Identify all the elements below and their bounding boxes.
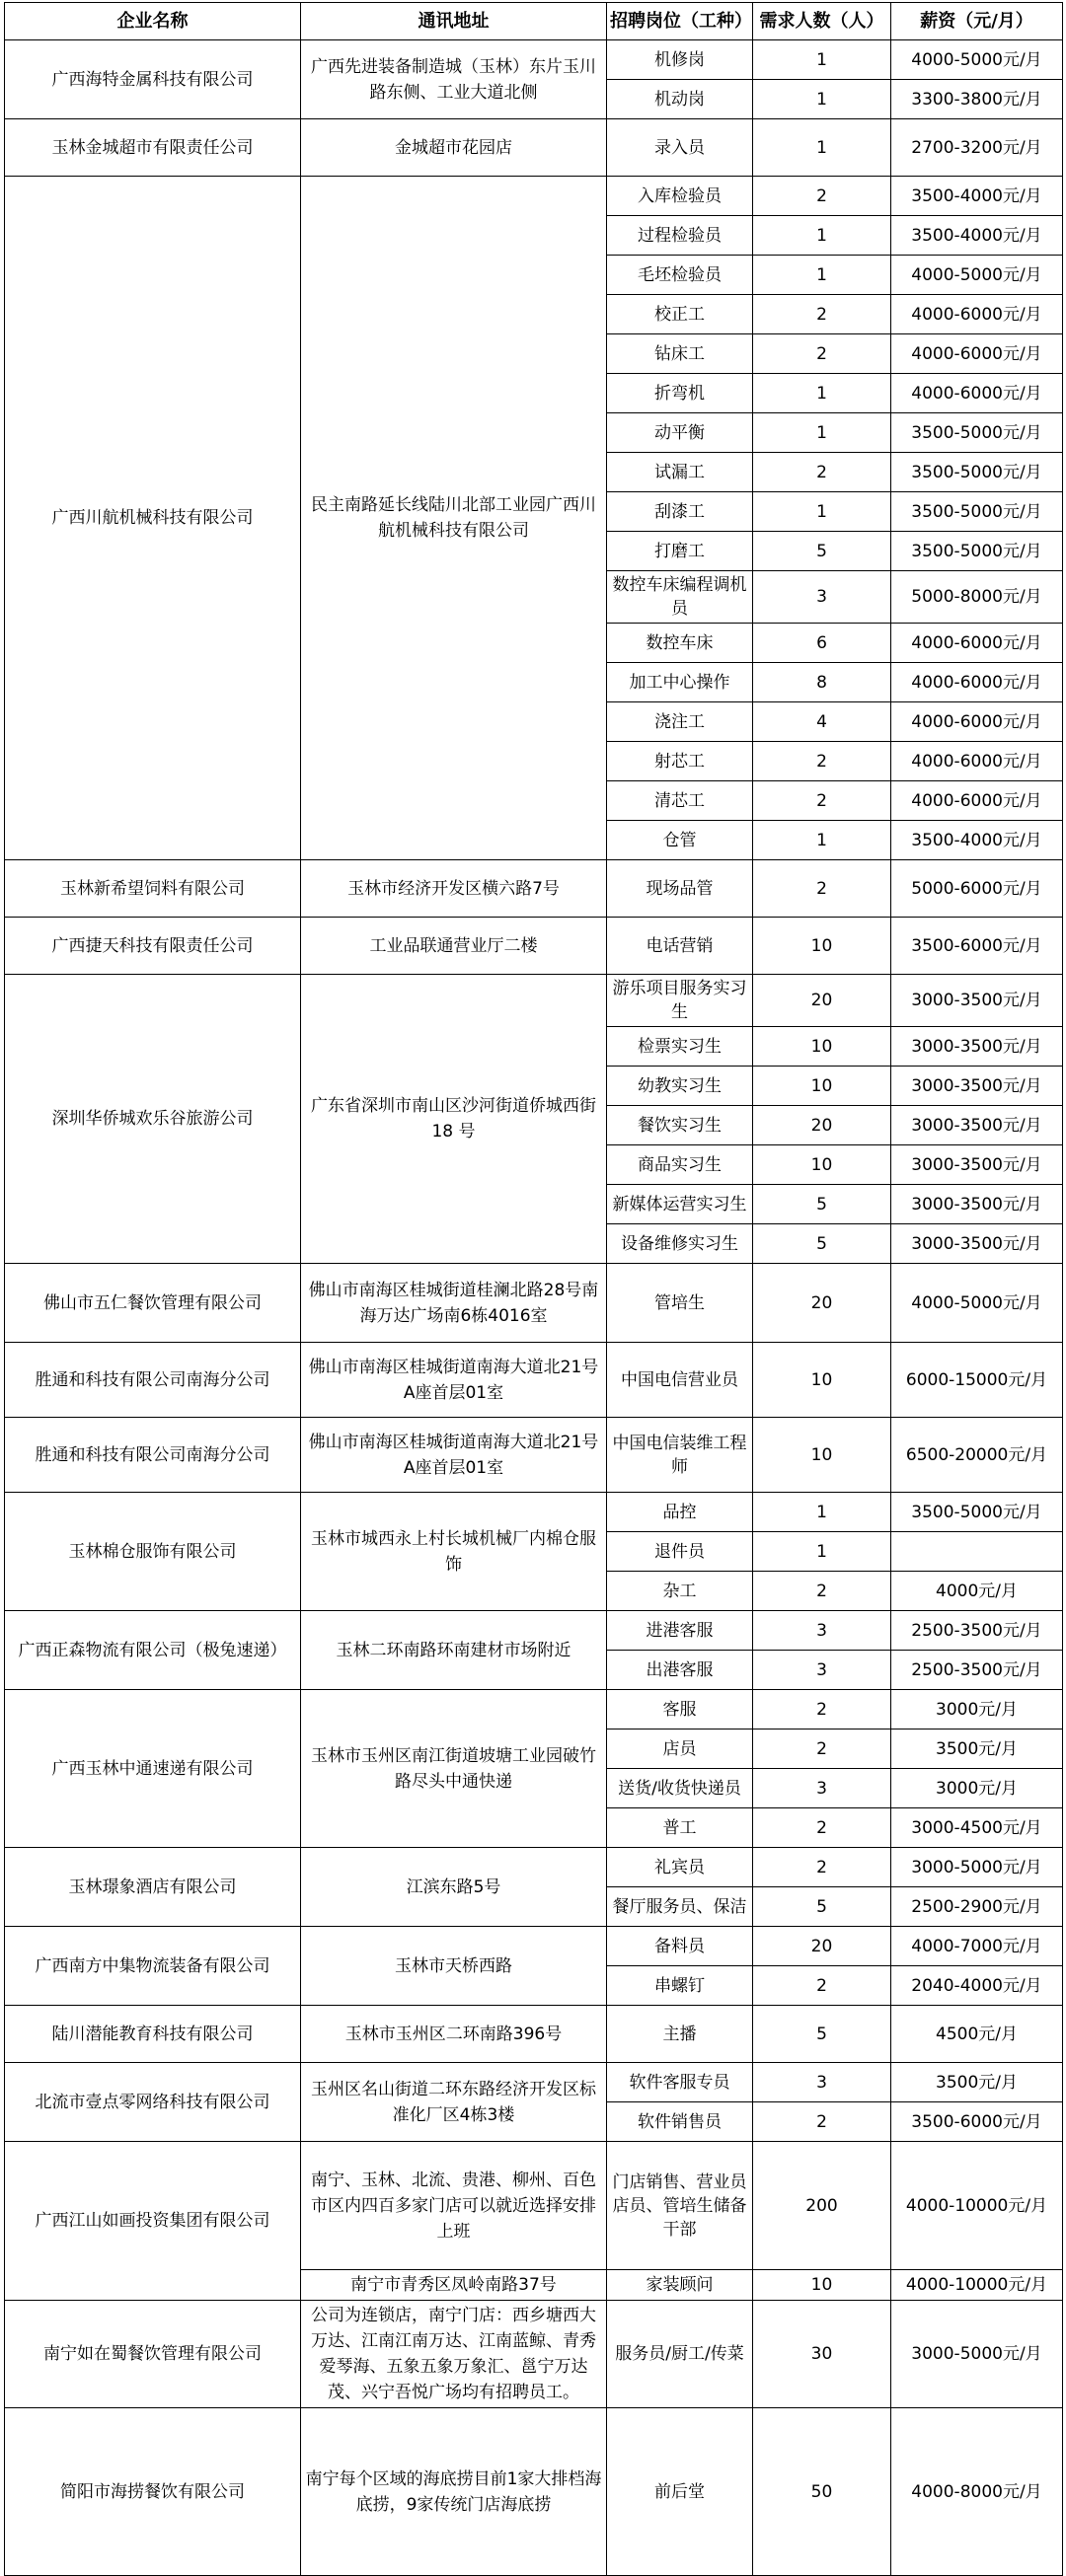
job-salary: 3000-3500元/月 bbox=[891, 1067, 1063, 1106]
job-count: 1 bbox=[753, 413, 891, 453]
job-post: 动平衡 bbox=[607, 413, 753, 453]
job-count: 5 bbox=[753, 1887, 891, 1927]
company-address: 广西先进装备制造城（玉林）东片玉川路东侧、工业大道北侧 bbox=[301, 40, 607, 119]
company-address: 南宁、玉林、北流、贵港、柳州、百色市区内四百多家门店可以就近选择安排上班 bbox=[301, 2142, 607, 2270]
job-salary: 3000-3500元/月 bbox=[891, 1027, 1063, 1067]
job-post: 机修岗 bbox=[607, 40, 753, 80]
job-count: 20 bbox=[753, 1927, 891, 1966]
table-row bbox=[5, 2006, 1063, 2063]
company-address: 金城超市花园店 bbox=[301, 119, 607, 177]
job-post: 备料员 bbox=[607, 1927, 753, 1966]
job-post: 清芯工 bbox=[607, 781, 753, 821]
job-count: 200 bbox=[753, 2142, 891, 2270]
company-name: 深圳华侨城欢乐谷旅游公司 bbox=[5, 975, 301, 1264]
job-post: 商品实习生 bbox=[607, 1145, 753, 1185]
header-company: 企业名称 bbox=[5, 3, 301, 40]
job-salary: 4000-5000元/月 bbox=[891, 1264, 1063, 1343]
job-count: 2 bbox=[753, 1572, 891, 1611]
header-post: 招聘岗位（工种） bbox=[607, 3, 753, 40]
job-post: 主播 bbox=[607, 2006, 753, 2063]
job-post: 门店销售、营业员店员、管培生储备干部 bbox=[607, 2142, 753, 2270]
job-salary: 4000-6000元/月 bbox=[891, 624, 1063, 663]
company-address: 广东省深圳市南山区沙河街道侨城西街 18 号 bbox=[301, 975, 607, 1264]
job-post: 软件客服专员 bbox=[607, 2063, 753, 2102]
job-count: 2 bbox=[753, 781, 891, 821]
job-salary: 4000-5000元/月 bbox=[891, 40, 1063, 80]
job-salary: 4000-6000元/月 bbox=[891, 374, 1063, 413]
job-count: 1 bbox=[753, 821, 891, 860]
recruitment-table-container bbox=[4, 2, 1062, 2576]
job-post: 店员 bbox=[607, 1730, 753, 1769]
job-salary: 3000-4500元/月 bbox=[891, 1808, 1063, 1848]
job-count: 5 bbox=[753, 532, 891, 571]
job-count: 10 bbox=[753, 1067, 891, 1106]
job-post: 过程检验员 bbox=[607, 216, 753, 256]
job-post: 幼教实习生 bbox=[607, 1067, 753, 1106]
company-address: 玉林市玉州区南江街道坡塘工业园破竹路尽头中通快递 bbox=[301, 1690, 607, 1848]
job-count: 2 bbox=[753, 177, 891, 216]
job-count: 2 bbox=[753, 334, 891, 374]
job-salary: 4000元/月 bbox=[891, 1572, 1063, 1611]
job-count: 8 bbox=[753, 663, 891, 702]
table-row bbox=[5, 1418, 1063, 1493]
table-row bbox=[5, 40, 1063, 80]
job-salary: 3500元/月 bbox=[891, 1730, 1063, 1769]
job-post: 新媒体运营实习生 bbox=[607, 1185, 753, 1224]
job-post: 客服 bbox=[607, 1690, 753, 1730]
job-salary: 5000-6000元/月 bbox=[891, 860, 1063, 918]
job-post: 机动岗 bbox=[607, 80, 753, 119]
table-header-row bbox=[5, 3, 1063, 40]
job-salary: 4000-7000元/月 bbox=[891, 1927, 1063, 1966]
job-post: 校正工 bbox=[607, 295, 753, 334]
company-name: 广西正森物流有限公司（极兔速递） bbox=[5, 1611, 301, 1690]
job-salary: 4500元/月 bbox=[891, 2006, 1063, 2063]
job-post: 打磨工 bbox=[607, 532, 753, 571]
job-count: 3 bbox=[753, 571, 891, 624]
job-count: 2 bbox=[753, 1690, 891, 1730]
company-address: 佛山市南海区桂城街道南海大道北21号A座首层01室 bbox=[301, 1343, 607, 1418]
job-count: 20 bbox=[753, 1106, 891, 1145]
job-count: 50 bbox=[753, 2408, 891, 2576]
company-name: 玉林棉仓服饰有限公司 bbox=[5, 1493, 301, 1611]
company-name: 广西捷天科技有限责任公司 bbox=[5, 918, 301, 975]
job-salary: 3500-4000元/月 bbox=[891, 216, 1063, 256]
job-count: 2 bbox=[753, 1966, 891, 2006]
company-address: 玉林市玉州区二环南路396号 bbox=[301, 2006, 607, 2063]
job-count: 3 bbox=[753, 1651, 891, 1690]
company-address: 南宁每个区域的海底捞目前1家大排档海底捞，9家传统门店海底捞 bbox=[301, 2408, 607, 2576]
company-name: 广西川航机械科技有限公司 bbox=[5, 177, 301, 860]
table-row bbox=[5, 1493, 1063, 1532]
company-name: 玉林璟象酒店有限公司 bbox=[5, 1848, 301, 1927]
job-salary: 2500-3500元/月 bbox=[891, 1611, 1063, 1651]
job-post: 软件销售员 bbox=[607, 2102, 753, 2142]
job-count: 6 bbox=[753, 624, 891, 663]
job-salary: 4000-5000元/月 bbox=[891, 256, 1063, 295]
company-address: 玉林市城西永上村长城机械厂内棉仓服饰 bbox=[301, 1493, 607, 1611]
job-count: 10 bbox=[753, 918, 891, 975]
job-count: 10 bbox=[753, 2270, 891, 2301]
table-row bbox=[5, 1848, 1063, 1887]
company-name: 南宁如在蜀餐饮管理有限公司 bbox=[5, 2301, 301, 2408]
job-count: 30 bbox=[753, 2301, 891, 2408]
job-count: 10 bbox=[753, 1027, 891, 1067]
company-address: 玉州区名山街道二环东路经济开发区标准化厂区4栋3楼 bbox=[301, 2063, 607, 2142]
job-post: 礼宾员 bbox=[607, 1848, 753, 1887]
job-count: 2 bbox=[753, 860, 891, 918]
header-address: 通讯地址 bbox=[301, 3, 607, 40]
job-post: 刮漆工 bbox=[607, 492, 753, 532]
job-salary: 2700-3200元/月 bbox=[891, 119, 1063, 177]
table-body bbox=[5, 40, 1063, 2576]
job-post: 设备维修实习生 bbox=[607, 1224, 753, 1264]
job-salary: 5000-8000元/月 bbox=[891, 571, 1063, 624]
company-address: 南宁市青秀区凤岭南路37号 bbox=[301, 2270, 607, 2301]
table-row bbox=[5, 1264, 1063, 1343]
company-name: 玉林新希望饲料有限公司 bbox=[5, 860, 301, 918]
table-row bbox=[5, 119, 1063, 177]
job-salary: 3500-5000元/月 bbox=[891, 413, 1063, 453]
job-salary: 3500-6000元/月 bbox=[891, 918, 1063, 975]
table-row bbox=[5, 2301, 1063, 2408]
job-salary: 4000-6000元/月 bbox=[891, 295, 1063, 334]
job-salary: 3500-4000元/月 bbox=[891, 177, 1063, 216]
job-post: 游乐项目服务实习生 bbox=[607, 975, 753, 1027]
job-post: 现场品管 bbox=[607, 860, 753, 918]
job-post: 普工 bbox=[607, 1808, 753, 1848]
job-salary: 4000-6000元/月 bbox=[891, 781, 1063, 821]
job-post: 毛坯检验员 bbox=[607, 256, 753, 295]
company-address: 佛山市南海区桂城街道南海大道北21号A座首层01室 bbox=[301, 1418, 607, 1493]
job-salary: 3000-3500元/月 bbox=[891, 1145, 1063, 1185]
table-row bbox=[5, 2142, 1063, 2270]
job-salary: 6000-15000元/月 bbox=[891, 1343, 1063, 1418]
job-salary: 3500-6000元/月 bbox=[891, 2102, 1063, 2142]
job-salary: 3000元/月 bbox=[891, 1690, 1063, 1730]
job-count: 1 bbox=[753, 492, 891, 532]
job-salary: 3500-5000元/月 bbox=[891, 453, 1063, 492]
job-count: 1 bbox=[753, 80, 891, 119]
job-post: 中国电信装维工程师 bbox=[607, 1418, 753, 1493]
job-post: 入库检验员 bbox=[607, 177, 753, 216]
job-post: 家装顾问 bbox=[607, 2270, 753, 2301]
job-salary: 3500-5000元/月 bbox=[891, 492, 1063, 532]
job-post: 中国电信营业员 bbox=[607, 1343, 753, 1418]
job-post: 服务员/厨工/传菜 bbox=[607, 2301, 753, 2408]
job-count: 10 bbox=[753, 1343, 891, 1418]
table-row bbox=[5, 1611, 1063, 1651]
job-count: 1 bbox=[753, 40, 891, 80]
job-post: 数控车床 bbox=[607, 624, 753, 663]
company-name: 胜通和科技有限公司南海分公司 bbox=[5, 1418, 301, 1493]
job-salary: 4000-6000元/月 bbox=[891, 334, 1063, 374]
job-salary: 2040-4000元/月 bbox=[891, 1966, 1063, 2006]
company-name: 广西海特金属科技有限公司 bbox=[5, 40, 301, 119]
company-address: 工业品联通营业厅二楼 bbox=[301, 918, 607, 975]
job-post: 折弯机 bbox=[607, 374, 753, 413]
job-post: 检票实习生 bbox=[607, 1027, 753, 1067]
job-post: 餐饮实习生 bbox=[607, 1106, 753, 1145]
header-salary: 薪资（元/月） bbox=[891, 3, 1063, 40]
job-count: 2 bbox=[753, 453, 891, 492]
job-salary: 4000-6000元/月 bbox=[891, 702, 1063, 742]
job-salary bbox=[891, 1532, 1063, 1572]
job-post: 前后堂 bbox=[607, 2408, 753, 2576]
job-count: 1 bbox=[753, 1493, 891, 1532]
company-name: 陆川潜能教育科技有限公司 bbox=[5, 2006, 301, 2063]
job-post: 管培生 bbox=[607, 1264, 753, 1343]
job-post: 品控 bbox=[607, 1493, 753, 1532]
header-count: 需求人数（人） bbox=[753, 3, 891, 40]
job-post: 录入员 bbox=[607, 119, 753, 177]
job-count: 5 bbox=[753, 2006, 891, 2063]
job-count: 2 bbox=[753, 295, 891, 334]
job-count: 5 bbox=[753, 1224, 891, 1264]
job-count: 20 bbox=[753, 975, 891, 1027]
job-post: 数控车床编程调机员 bbox=[607, 571, 753, 624]
job-salary: 3500元/月 bbox=[891, 2063, 1063, 2102]
job-post: 杂工 bbox=[607, 1572, 753, 1611]
job-salary: 2500-3500元/月 bbox=[891, 1651, 1063, 1690]
job-salary: 4000-10000元/月 bbox=[891, 2270, 1063, 2301]
job-salary: 3000-3500元/月 bbox=[891, 1224, 1063, 1264]
job-count: 5 bbox=[753, 1185, 891, 1224]
company-name: 广西江山如画投资集团有限公司 bbox=[5, 2142, 301, 2301]
table-row bbox=[5, 2063, 1063, 2102]
job-count: 2 bbox=[753, 1848, 891, 1887]
job-count: 1 bbox=[753, 1532, 891, 1572]
job-count: 2 bbox=[753, 1808, 891, 1848]
table-row bbox=[5, 975, 1063, 1027]
table-row bbox=[5, 177, 1063, 216]
company-address: 玉林市天桥西路 bbox=[301, 1927, 607, 2006]
job-salary: 6500-20000元/月 bbox=[891, 1418, 1063, 1493]
job-salary: 3000-3500元/月 bbox=[891, 975, 1063, 1027]
job-count: 1 bbox=[753, 216, 891, 256]
job-salary: 4000-6000元/月 bbox=[891, 663, 1063, 702]
job-salary: 2500-2900元/月 bbox=[891, 1887, 1063, 1927]
table-row bbox=[5, 860, 1063, 918]
company-address: 玉林市经济开发区横六路7号 bbox=[301, 860, 607, 918]
job-post: 浇注工 bbox=[607, 702, 753, 742]
job-count: 10 bbox=[753, 1418, 891, 1493]
job-salary: 3000-3500元/月 bbox=[891, 1106, 1063, 1145]
job-post: 串螺钉 bbox=[607, 1966, 753, 2006]
job-count: 1 bbox=[753, 119, 891, 177]
job-salary: 3000-3500元/月 bbox=[891, 1185, 1063, 1224]
job-count: 3 bbox=[753, 2063, 891, 2102]
job-post: 餐厅服务员、保洁 bbox=[607, 1887, 753, 1927]
job-post: 仓管 bbox=[607, 821, 753, 860]
job-salary: 4000-6000元/月 bbox=[891, 742, 1063, 781]
job-salary: 3300-3800元/月 bbox=[891, 80, 1063, 119]
company-name: 北流市壹点零网络科技有限公司 bbox=[5, 2063, 301, 2142]
company-name: 简阳市海捞餐饮有限公司 bbox=[5, 2408, 301, 2576]
recruitment-table bbox=[4, 2, 1063, 2576]
job-post: 出港客服 bbox=[607, 1651, 753, 1690]
company-name: 广西玉林中通速递有限公司 bbox=[5, 1690, 301, 1848]
job-post: 退件员 bbox=[607, 1532, 753, 1572]
job-post: 射芯工 bbox=[607, 742, 753, 781]
company-name: 玉林金城超市有限责任公司 bbox=[5, 119, 301, 177]
company-address: 玉林二环南路环南建材市场附近 bbox=[301, 1611, 607, 1690]
job-salary: 3000-5000元/月 bbox=[891, 2301, 1063, 2408]
job-count: 3 bbox=[753, 1611, 891, 1651]
company-address: 江滨东路5号 bbox=[301, 1848, 607, 1927]
job-post: 试漏工 bbox=[607, 453, 753, 492]
job-salary: 4000-8000元/月 bbox=[891, 2408, 1063, 2576]
company-address: 民主南路延长线陆川北部工业园广西川航机械科技有限公司 bbox=[301, 177, 607, 860]
job-post: 电话营销 bbox=[607, 918, 753, 975]
job-count: 4 bbox=[753, 702, 891, 742]
job-post: 送货/收货快递员 bbox=[607, 1769, 753, 1808]
table-row bbox=[5, 1343, 1063, 1418]
company-address: 公司为连锁店，南宁门店：西乡塘西大万达、江南江南万达、江南蓝鲸、青秀爱琴海、五象五象万象汇、邕宁万达茂、兴宁吾悦广场均有招聘员工。 bbox=[301, 2301, 607, 2408]
table-row bbox=[5, 1927, 1063, 1966]
job-salary: 3500-4000元/月 bbox=[891, 821, 1063, 860]
job-post: 进港客服 bbox=[607, 1611, 753, 1651]
job-post: 钻床工 bbox=[607, 334, 753, 374]
company-name: 广西南方中集物流装备有限公司 bbox=[5, 1927, 301, 2006]
job-salary: 3500-5000元/月 bbox=[891, 1493, 1063, 1532]
job-salary: 3000-5000元/月 bbox=[891, 1848, 1063, 1887]
job-count: 3 bbox=[753, 1769, 891, 1808]
job-count: 2 bbox=[753, 1730, 891, 1769]
job-salary: 3500-5000元/月 bbox=[891, 532, 1063, 571]
job-post: 加工中心操作 bbox=[607, 663, 753, 702]
job-count: 1 bbox=[753, 256, 891, 295]
table-row bbox=[5, 1690, 1063, 1730]
job-salary: 3000元/月 bbox=[891, 1769, 1063, 1808]
job-count: 10 bbox=[753, 1145, 891, 1185]
job-salary: 4000-10000元/月 bbox=[891, 2142, 1063, 2270]
table-row bbox=[5, 918, 1063, 975]
job-count: 2 bbox=[753, 742, 891, 781]
job-count: 20 bbox=[753, 1264, 891, 1343]
company-address: 佛山市南海区桂城街道桂澜北路28号南海万达广场南6栋4016室 bbox=[301, 1264, 607, 1343]
company-name: 佛山市五仁餐饮管理有限公司 bbox=[5, 1264, 301, 1343]
table-row bbox=[5, 2408, 1063, 2576]
job-count: 1 bbox=[753, 374, 891, 413]
job-count: 2 bbox=[753, 2102, 891, 2142]
company-name: 胜通和科技有限公司南海分公司 bbox=[5, 1343, 301, 1418]
